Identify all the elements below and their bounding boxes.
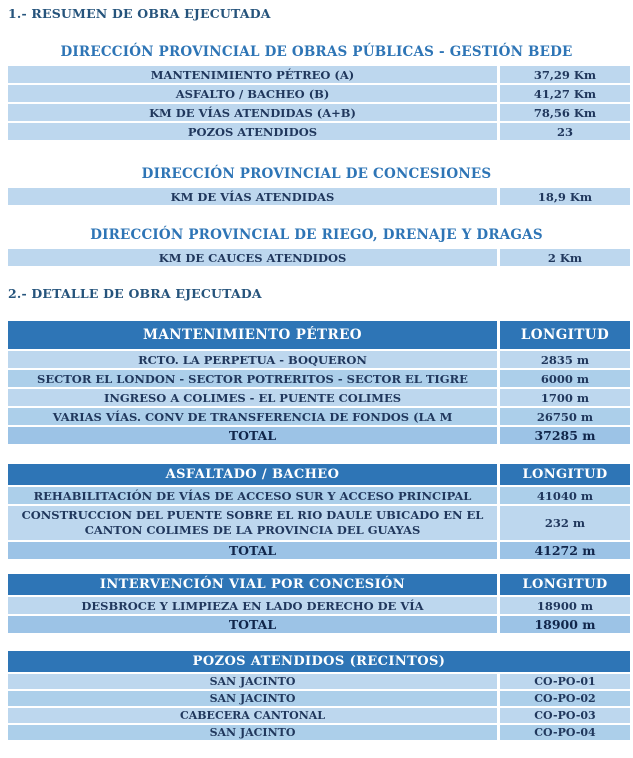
row-label: ASFALTO / BACHEO (B) (8, 85, 497, 102)
row-value: 78,56 Km (500, 104, 630, 121)
table-header-row (8, 321, 630, 349)
total-label: TOTAL (8, 542, 497, 559)
summary-section-obras-publicas (0, 44, 633, 140)
table-row (8, 487, 630, 504)
table-row (8, 691, 630, 706)
summary-heading-concesiones: DIRECCIÓN PROVINCIAL DE CONCESIONES (141, 166, 492, 182)
table-title: POZOS ATENDIDOS (RECINTOS) (8, 651, 630, 672)
total-value: 37285 m (500, 427, 630, 444)
row-label: KM DE VÍAS ATENDIDAS (A+B) (8, 104, 497, 121)
row-value: CO-PO-04 (500, 725, 630, 740)
total-row (8, 616, 630, 633)
detail-table-asfaltado-bacheo (8, 464, 630, 559)
table-row (8, 597, 630, 614)
row-value: CO-PO-01 (500, 674, 630, 689)
table-title: ASFALTADO / BACHEO (8, 464, 497, 485)
row-value: 1700 m (500, 389, 630, 406)
table-header-row (8, 464, 630, 485)
row-value: 23 (500, 123, 630, 140)
total-row (8, 542, 630, 559)
table-row (8, 85, 630, 102)
detail-table-mantenimiento-petreo (8, 321, 630, 444)
summary-table-riego (8, 249, 630, 266)
row-label: SAN JACINTO (8, 674, 497, 689)
summary-heading-obras-publicas: DIRECCIÓN PROVINCIAL DE OBRAS PÚBLICAS - GESTIÓN BEDE (60, 44, 573, 60)
table-title: MANTENIMIENTO PÉTREO (8, 321, 497, 349)
table-row (8, 674, 630, 689)
table-header-row (8, 574, 630, 595)
row-value: CO-PO-03 (500, 708, 630, 723)
table-row (8, 249, 630, 266)
total-label: TOTAL (8, 616, 497, 633)
column-header-longitud: LONGITUD (500, 321, 630, 349)
row-value: CO-PO-02 (500, 691, 630, 706)
section-1-heading: 1.- RESUMEN DE OBRA EJECUTADA (8, 6, 271, 21)
total-value: 41272 m (500, 542, 630, 559)
row-value: 41040 m (500, 487, 630, 504)
section-2-heading: 2.- DETALLE DE OBRA EJECUTADA (8, 286, 262, 301)
summary-section-concesiones (0, 166, 633, 205)
summary-table-concesiones (8, 188, 630, 205)
row-label: REHABILITACIÓN DE VÍAS DE ACCESO SUR Y ACCESO PRINCIPAL (8, 487, 497, 504)
total-row (8, 427, 630, 444)
summary-table-obras-publicas (8, 66, 630, 140)
summary-section-riego (0, 227, 633, 266)
table-header-row (8, 651, 630, 672)
row-value: 2 Km (500, 249, 630, 266)
summary-heading-riego: DIRECCIÓN PROVINCIAL DE RIEGO, DRENAJE Y DRAGAS (90, 227, 543, 243)
table-row (8, 351, 630, 368)
row-label: DESBROCE Y LIMPIEZA EN LADO DERECHO DE VÍA (8, 597, 497, 614)
row-label: INGRESO A COLIMES - EL PUENTE COLIMES (8, 389, 497, 406)
total-value: 18900 m (500, 616, 630, 633)
row-label: KM DE VÍAS ATENDIDAS (8, 188, 497, 205)
table-row (8, 370, 630, 387)
row-label: SAN JACINTO (8, 691, 497, 706)
row-value: 26750 m (500, 408, 630, 425)
row-value: 18,9 Km (500, 188, 630, 205)
table-row (8, 725, 630, 740)
row-label: SAN JACINTO (8, 725, 497, 740)
table-row (8, 389, 630, 406)
table-row (8, 506, 630, 540)
row-value: 2835 m (500, 351, 630, 368)
row-label: RCTO. LA PERPETUA - BOQUERON (8, 351, 497, 368)
column-header-longitud: LONGITUD (500, 464, 630, 485)
row-label: SECTOR EL LONDON - SECTOR POTRERITOS - SECTOR EL TIGRE (8, 370, 497, 387)
row-label: CONSTRUCCION DEL PUENTE SOBRE EL RIO DAULE UBICADO EN EL CANTON COLIMES DE LA PROVINCIA DEL GUAYAS (8, 506, 497, 540)
row-value: 18900 m (500, 597, 630, 614)
detail-table-intervencion-vial (8, 574, 630, 633)
row-value: 6000 m (500, 370, 630, 387)
row-label: MANTENIMIENTO PÉTREO (A) (8, 66, 497, 83)
table-title: INTERVENCIÓN VIAL POR CONCESIÓN (8, 574, 497, 595)
table-row (8, 104, 630, 121)
pozos-table (8, 651, 630, 740)
table-row (8, 188, 630, 205)
row-label: POZOS ATENDIDOS (8, 123, 497, 140)
table-row (8, 708, 630, 723)
table-row (8, 123, 630, 140)
row-label: KM DE CAUCES ATENDIDOS (8, 249, 497, 266)
row-value: 232 m (500, 506, 630, 540)
row-label: VARIAS VÍAS. CONV DE TRANSFERENCIA DE FONDOS (LA M (8, 408, 497, 425)
table-row (8, 408, 630, 425)
row-value: 37,29 Km (500, 66, 630, 83)
row-label: CABECERA CANTONAL (8, 708, 497, 723)
total-label: TOTAL (8, 427, 497, 444)
column-header-longitud: LONGITUD (500, 574, 630, 595)
row-value: 41,27 Km (500, 85, 630, 102)
table-row (8, 66, 630, 83)
